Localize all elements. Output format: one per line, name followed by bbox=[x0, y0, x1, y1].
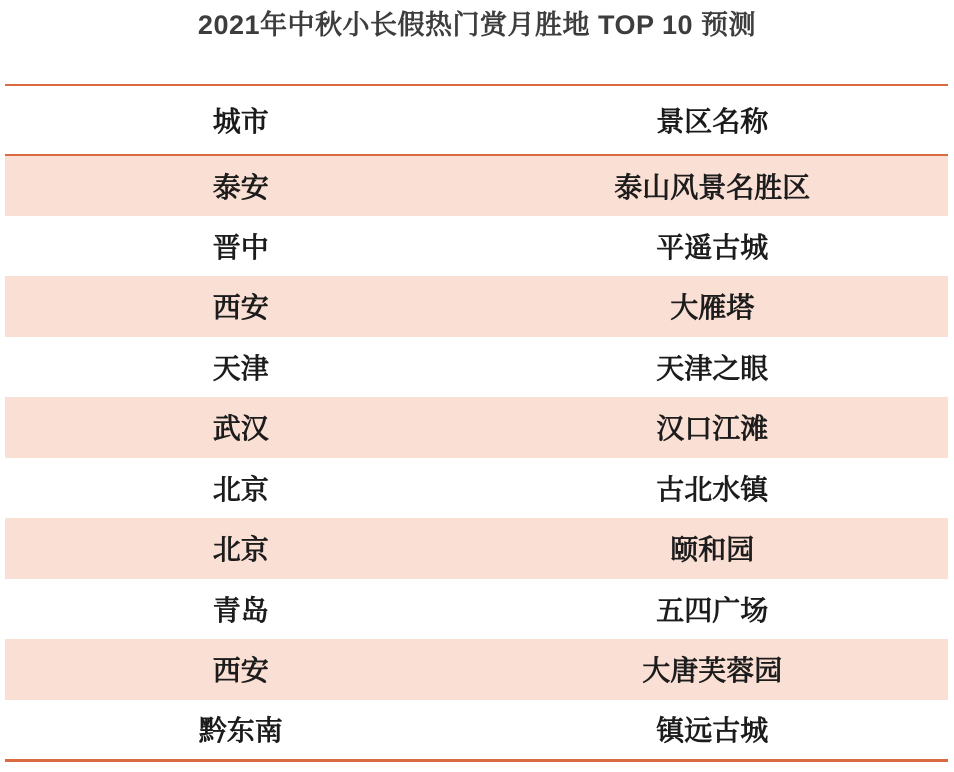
scenic-area-cell: 古北水镇 bbox=[656, 473, 769, 505]
scenic-area-cell: 平遥古城 bbox=[656, 231, 769, 263]
table-row bbox=[5, 276, 948, 337]
table-row bbox=[5, 337, 948, 398]
scenic-area-cell: 汉口江滩 bbox=[656, 413, 769, 445]
city-cell: 黔东南 bbox=[198, 715, 283, 746]
table-row bbox=[5, 700, 948, 761]
scenic-area-cell: 颐和园 bbox=[670, 534, 755, 566]
city-cell: 晋中 bbox=[212, 231, 269, 263]
city-cell: 北京 bbox=[212, 534, 269, 566]
table-row bbox=[5, 639, 948, 700]
table-row bbox=[5, 518, 948, 579]
scenic-area-cell: 泰山风景名胜区 bbox=[614, 171, 811, 203]
city-cell: 天津 bbox=[212, 352, 269, 384]
city-cell: 青岛 bbox=[212, 594, 269, 626]
page-title: 2021年中秋小长假热门赏月胜地 TOP 10 预测 bbox=[197, 10, 757, 40]
scenic-area-cell: 镇远古城 bbox=[656, 715, 769, 746]
scenic-area-cell: 天津之眼 bbox=[656, 352, 769, 384]
column-header-scenic-area: 景区名称 bbox=[477, 85, 949, 155]
scenic-area-cell: 大雁塔 bbox=[670, 292, 755, 324]
top10-table bbox=[5, 84, 948, 762]
table-row bbox=[5, 216, 948, 277]
table-row bbox=[5, 579, 948, 640]
table-row bbox=[5, 458, 948, 519]
city-cell: 武汉 bbox=[212, 413, 269, 445]
header-row bbox=[5, 85, 948, 155]
table-header bbox=[5, 85, 948, 155]
column-header-city: 城市 bbox=[5, 85, 477, 155]
scenic-area-cell: 大唐芙蓉园 bbox=[642, 655, 783, 687]
table-body bbox=[5, 155, 948, 760]
scenic-area-cell: 五四广场 bbox=[656, 594, 769, 626]
table-row bbox=[5, 397, 948, 458]
table-row bbox=[5, 155, 948, 216]
city-cell: 西安 bbox=[212, 655, 269, 687]
city-cell: 北京 bbox=[212, 473, 269, 505]
city-cell: 泰安 bbox=[212, 171, 269, 203]
top10-table-container bbox=[5, 84, 948, 762]
city-cell: 西安 bbox=[212, 292, 269, 324]
